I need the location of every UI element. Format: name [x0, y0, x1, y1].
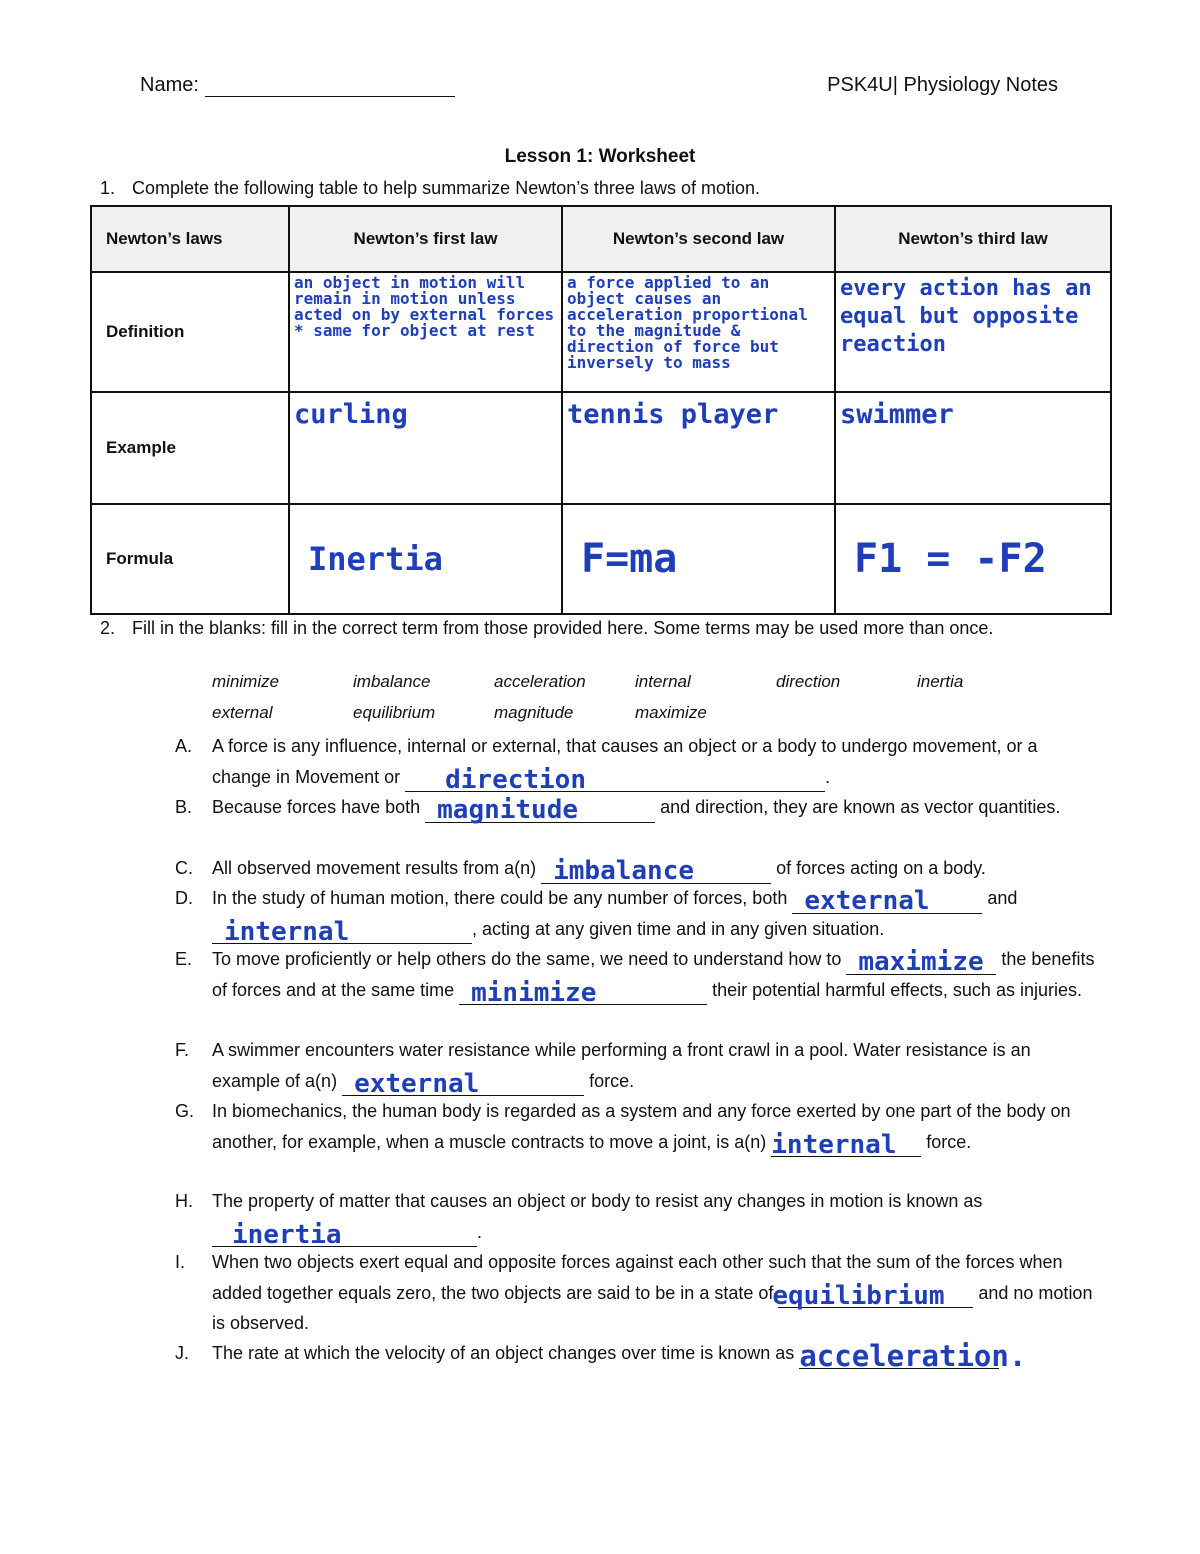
handwritten-answer: Inertia — [308, 540, 443, 578]
header-second-law: Newton’s second law — [562, 206, 835, 272]
item-text: A swimmer encounters water resistance while performing a front crawl in a pool. Water resistance is an example of a(n) — [212, 1040, 1031, 1091]
question-text: Complete the following table to help summarize Newton’s three laws of motion. — [132, 178, 760, 198]
answer-blank[interactable] — [212, 916, 472, 947]
handwritten-answer: inertia — [232, 1219, 342, 1250]
item-text: , acting at any given time and in any given situation. — [472, 918, 885, 939]
item-letter: J. — [175, 1343, 190, 1363]
question-number: 2. — [100, 618, 116, 638]
handwritten-answer: maximize — [858, 947, 984, 977]
item-text: All observed movement results from a(n) — [212, 858, 542, 878]
handwritten-answer: external — [804, 886, 930, 916]
answer-blank[interactable] — [799, 1339, 1027, 1373]
answer-cell[interactable] — [562, 392, 835, 504]
item-f — [175, 1035, 1095, 1099]
item-text: In biomechanics, the human body is regarded as a system and any force exerted by one part of the body on another, for example, when a muscle contracts to move a joint, is a(n) — [212, 1101, 1071, 1152]
question-2 — [100, 613, 1060, 644]
term: direction — [776, 672, 841, 691]
answer-blank[interactable] — [541, 856, 771, 886]
table-row — [91, 272, 1111, 392]
handwritten-answer: F=ma — [581, 536, 678, 582]
handwritten-answer: tennis player — [567, 399, 779, 430]
question-number: 1. — [100, 178, 116, 198]
term: equilibrium — [353, 703, 436, 722]
handwritten-answer: a force applied to an object causes an acceleration proportional to the magnitude & direction of force but inversely to mass — [567, 273, 808, 372]
term: magnitude — [494, 703, 574, 722]
header-laws: Newton’s laws — [91, 206, 289, 272]
row-label: Formula — [91, 504, 289, 614]
handwritten-answer: imbalance — [553, 856, 695, 886]
answer-blank[interactable] — [459, 977, 707, 1008]
handwritten-answer: swimmer — [840, 399, 954, 430]
answer-cell[interactable] — [835, 272, 1111, 392]
item-h — [175, 1186, 1095, 1250]
name-blank[interactable] — [205, 76, 455, 97]
answer-cell[interactable] — [289, 272, 562, 392]
item-text: . — [477, 1221, 483, 1242]
item-letter: E. — [175, 949, 193, 969]
term: external — [212, 703, 273, 722]
answer-blank[interactable] — [772, 1280, 973, 1311]
answer-blank[interactable] — [212, 1219, 477, 1250]
answer-cell[interactable] — [289, 392, 562, 504]
item-letter: H. — [175, 1191, 193, 1211]
item-text: force. — [584, 1070, 635, 1091]
answer-cell[interactable] — [835, 504, 1111, 614]
answer-cell[interactable] — [562, 504, 835, 614]
item-e — [175, 944, 1095, 1008]
item-b — [175, 792, 1095, 823]
newtons-laws-table — [90, 205, 1112, 615]
item-text: When two objects exert equal and opposite forces against each other such that the sum of the forces when added together equals zero, the two objects are said to be in a state of — [212, 1252, 1063, 1303]
term: acceleration — [494, 672, 586, 691]
table-row — [91, 392, 1111, 504]
course-title: PSK4U| Physiology Notes — [827, 74, 1058, 96]
row-label: Definition — [91, 272, 289, 392]
item-text: and no motion is observed. — [212, 1282, 1093, 1333]
item-i — [175, 1247, 1095, 1339]
item-letter: G. — [175, 1101, 195, 1121]
item-text: of forces acting on a body. — [771, 858, 986, 878]
name-field[interactable] — [140, 74, 455, 97]
term: internal — [635, 672, 691, 691]
handwritten-answer: curling — [294, 399, 408, 430]
handwritten-answer: minimize — [471, 977, 597, 1008]
item-g — [175, 1096, 1095, 1160]
item-text: In the study of human motion, there could be any number of forces, both — [212, 888, 793, 908]
answer-cell[interactable] — [562, 272, 835, 392]
item-a — [175, 731, 1095, 795]
page-title: Lesson 1: Worksheet — [504, 146, 696, 167]
table-header-row — [91, 206, 1111, 272]
answer-blank[interactable] — [846, 947, 996, 977]
handwritten-answer: internal — [771, 1129, 897, 1160]
handwritten-answer: an object in motion will remain in motion unless acted on by external forces * same for object at rest — [294, 273, 555, 340]
question-1 — [100, 178, 760, 199]
item-text: force. — [921, 1131, 972, 1152]
term: imbalance — [353, 672, 431, 691]
item-letter: F. — [175, 1040, 190, 1060]
item-d — [175, 883, 1095, 947]
item-letter: D. — [175, 888, 193, 908]
handwritten-answer: direction — [445, 764, 586, 795]
answer-blank[interactable] — [425, 795, 655, 825]
item-letter: B. — [175, 797, 193, 817]
answer-cell[interactable] — [835, 392, 1111, 504]
row-label: Example — [91, 392, 289, 504]
item-text: A force is any influence, internal or external, that causes an object or a body to undergo movement, or a change in Movement or — [212, 736, 1038, 787]
term: minimize — [212, 672, 280, 691]
item-j — [175, 1338, 1095, 1373]
answer-blank[interactable] — [405, 764, 825, 795]
item-letter: A. — [175, 736, 193, 756]
item-letter: I. — [175, 1252, 186, 1272]
item-text: and direction, they are known as vector quantities. — [655, 797, 1061, 817]
answer-blank[interactable] — [792, 886, 982, 916]
item-text: The property of matter that causes an object or body to resist any changes in motion is known as — [212, 1191, 983, 1211]
handwritten-answer: equilibrium — [772, 1280, 945, 1311]
handwritten-answer: acceleration. — [799, 1339, 1027, 1373]
item-text: Because forces have both — [212, 797, 426, 817]
header-first-law: Newton’s first law — [289, 206, 562, 272]
name-label: Name: — [140, 74, 199, 96]
item-text: The rate at which the velocity of an object changes over time is known as — [212, 1343, 800, 1363]
answer-blank[interactable] — [771, 1129, 921, 1160]
item-text: To move proficiently or help others do the same, we need to understand how to — [212, 949, 847, 969]
handwritten-answer: external — [354, 1068, 480, 1099]
term: inertia — [917, 672, 964, 691]
item-letter: C. — [175, 858, 193, 878]
handwritten-answer: internal — [224, 916, 350, 947]
question-text: Fill in the blanks: fill in the correct term from those provided here. Some terms may be used more than once. — [132, 618, 994, 638]
header-third-law: Newton’s third law — [835, 206, 1111, 272]
item-text: . — [825, 766, 831, 787]
item-text: their potential harmful effects, such as injuries. — [707, 979, 1082, 1000]
handwritten-answer: every action has an equal but opposite reaction — [840, 276, 1092, 357]
handwritten-answer: magnitude — [437, 795, 579, 825]
item-text: the benefits of forces and at the same time — [212, 949, 1095, 1000]
item-c — [175, 853, 1095, 884]
answer-cell[interactable] — [289, 504, 562, 614]
handwritten-answer: F1 = -F2 — [854, 536, 1047, 582]
table-row — [91, 504, 1111, 614]
answer-blank[interactable] — [342, 1068, 584, 1099]
item-text: and — [982, 888, 1018, 908]
term: maximize — [635, 703, 707, 722]
